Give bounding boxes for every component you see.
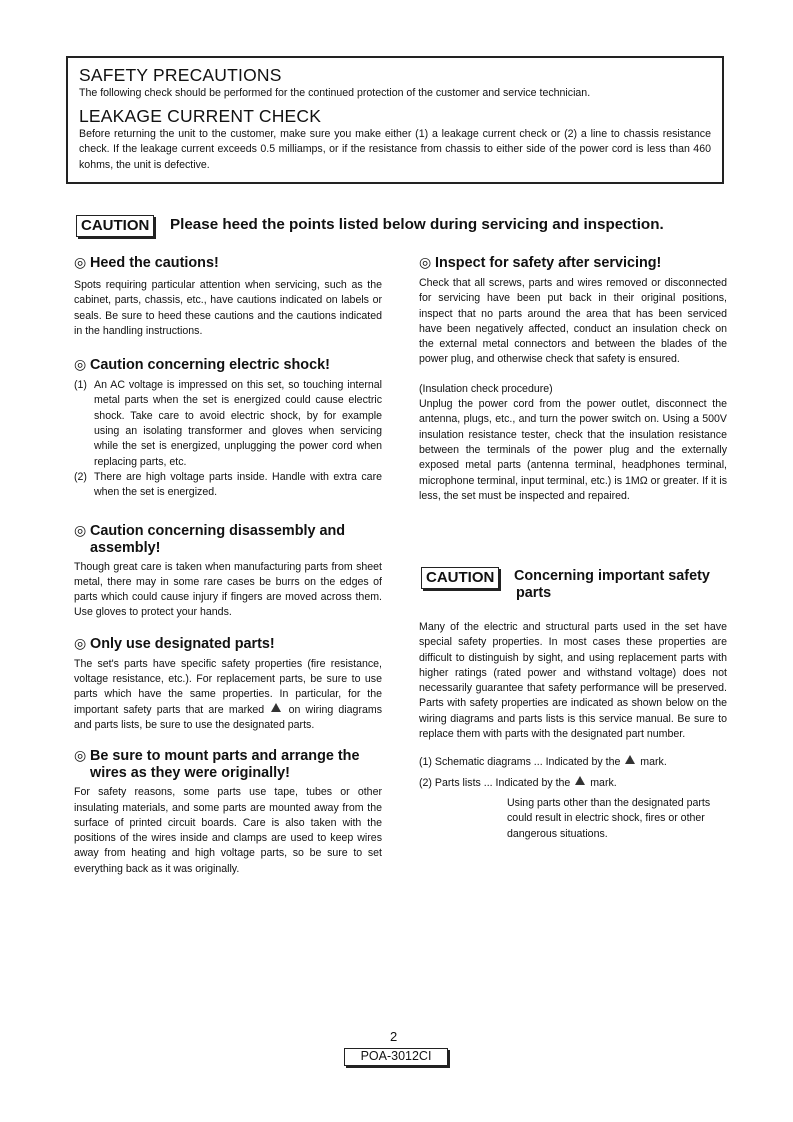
section-heading: ◎ Heed the cautions!	[74, 254, 219, 271]
circle-mark-icon: ◎	[74, 634, 87, 651]
leakage-current-title: LEAKAGE CURRENT CHECK	[79, 106, 322, 127]
caution-badge: CAUTION	[76, 215, 154, 237]
section-text: Check that all screws, parts and wires removed or disconnected for servicing have been put back in their original positions, inspect that no parts around the area that has been serviced have been negatively affected, conduct an insulation check on the external metal connectors and between the blades of the power plug, and otherwise check that safety is ensured.	[419, 277, 727, 366]
section-heading: ◎ Be sure to mount parts and arrange the wires as they were originally!	[74, 747, 360, 782]
section-subheading: (Insulation check procedure)	[419, 382, 553, 395]
list-item: (2) There are high voltage parts inside. Handle with extra care when the set is energized.	[74, 470, 382, 499]
right-column-top	[419, 254, 727, 504]
circle-mark-icon: ◎	[74, 747, 87, 764]
left-column	[74, 254, 382, 877]
warning-triangle-icon	[575, 776, 585, 785]
page-number: 2	[390, 1029, 398, 1044]
leakage-current-text: Before returning the unit to the customer, make sure you make either (1) a leakage current check or (2) a line to chassis resistance check. If the leakage current exceeds 0.5 milliamps, or if the resistance from chassis to either side of the power cord is less than 460 kohms, the unit is defective.	[79, 128, 711, 171]
section-heading: ◎ Caution concerning electric shock!	[74, 356, 330, 374]
section-text: Many of the electric and structural parts used in the set have special safety properties. In most cases these properties are difficult to distinguish by sight, and using replacement parts with higher ratings (rated power and withstand voltage) does not necessarily guarantee that safety performance will be preserved. Parts with safety properties are indicated as shown below on the wiring diagrams and parts lists is this service manual. Be sure to replace them with parts with the designated part number.	[419, 621, 727, 741]
section-text: Unplug the power cord from the power outlet, disconnect the antenna, plugs, etc., and turn the power switch on. Using a 500V insulation resistance tester, check that the insulation resistance between the terminals of the power plug and the externally exposed metal parts (antenna terminal, headphones terminal, microphone terminal, input terminal, etc.) is 1MΩ or greater. If it is less, the set must be inspected and repaired.	[419, 398, 727, 502]
list-item: (1) An AC voltage is impressed on this set, so touching internal metal parts when the set is energized could cause electric shock. Take care to avoid electric shock, by for example using an isolating transformer and gloves when servicing while the set is energized, unplugging the power cord when replacing parts, etc.	[74, 379, 382, 468]
section-text: For safety reasons, some parts use tape, tubes or other insulating materials, and some parts are mounted away from the surface of printed circuit boards. Care is also taken with the positions of the wires inside and clamps are used to keep wires away from heating and high voltage parts, so be sure to set everything back as it was originally.	[74, 786, 382, 875]
document-id: POA-3012CI	[344, 1048, 448, 1066]
section-heading: ◎ Caution concerning disassembly and assembly!	[74, 521, 346, 556]
list-item: (2) Parts lists ... Indicated by the mark.	[419, 776, 617, 789]
circle-mark-icon: ◎	[419, 254, 432, 270]
circle-mark-icon: ◎	[74, 356, 87, 373]
safety-precautions-title: SAFETY PRECAUTIONS	[79, 65, 282, 85]
list-item: (1) Schematic diagrams ... Indicated by the mark.	[419, 756, 667, 769]
warning-triangle-icon	[271, 703, 281, 712]
safety-header-box	[66, 56, 724, 184]
section-heading: ◎ Only use designated parts!	[74, 634, 275, 652]
right-column-bottom	[419, 620, 727, 842]
important-safety-parts-title: Concerning important safety parts	[514, 568, 710, 601]
warning-note: Using parts other than the designated parts could result in electric shock, fires or other dangerous situations.	[507, 796, 711, 840]
section-text: Though great care is taken when manufacturing parts from sheet metal, there may in some rare cases be burrs on the edges of parts which could cause injury if fingers are moved across them. Use gloves to protect your hands.	[74, 560, 382, 619]
section-text: Spots requiring particular attention when servicing, such as the cabinet, parts, chassis, etc., have cautions indicated on labels or seals. Be sure to heed these cautions and the cautions indicated in the handling instructions.	[74, 279, 382, 337]
caution-banner-text: Please heed the points listed below during servicing and inspection.	[170, 216, 664, 233]
caution-badge-2: CAUTION	[421, 567, 499, 589]
safety-precautions-text: The following check should be performed for the continued protection of the customer and service technician.	[79, 87, 591, 99]
section-heading: ◎ Inspect for safety after servicing!	[419, 254, 662, 271]
section-text: The set's parts have specific safety properties (fire resistance, voltage resistance, etc.). For replacement parts, be sure to use parts which have the same properties. In particular, for the important safety parts that are marked on wiring diagrams and parts lists, be sure to use the designated parts.	[74, 657, 382, 731]
circle-mark-icon: ◎	[74, 254, 87, 270]
warning-triangle-icon	[625, 755, 635, 764]
circle-mark-icon: ◎	[74, 521, 87, 538]
